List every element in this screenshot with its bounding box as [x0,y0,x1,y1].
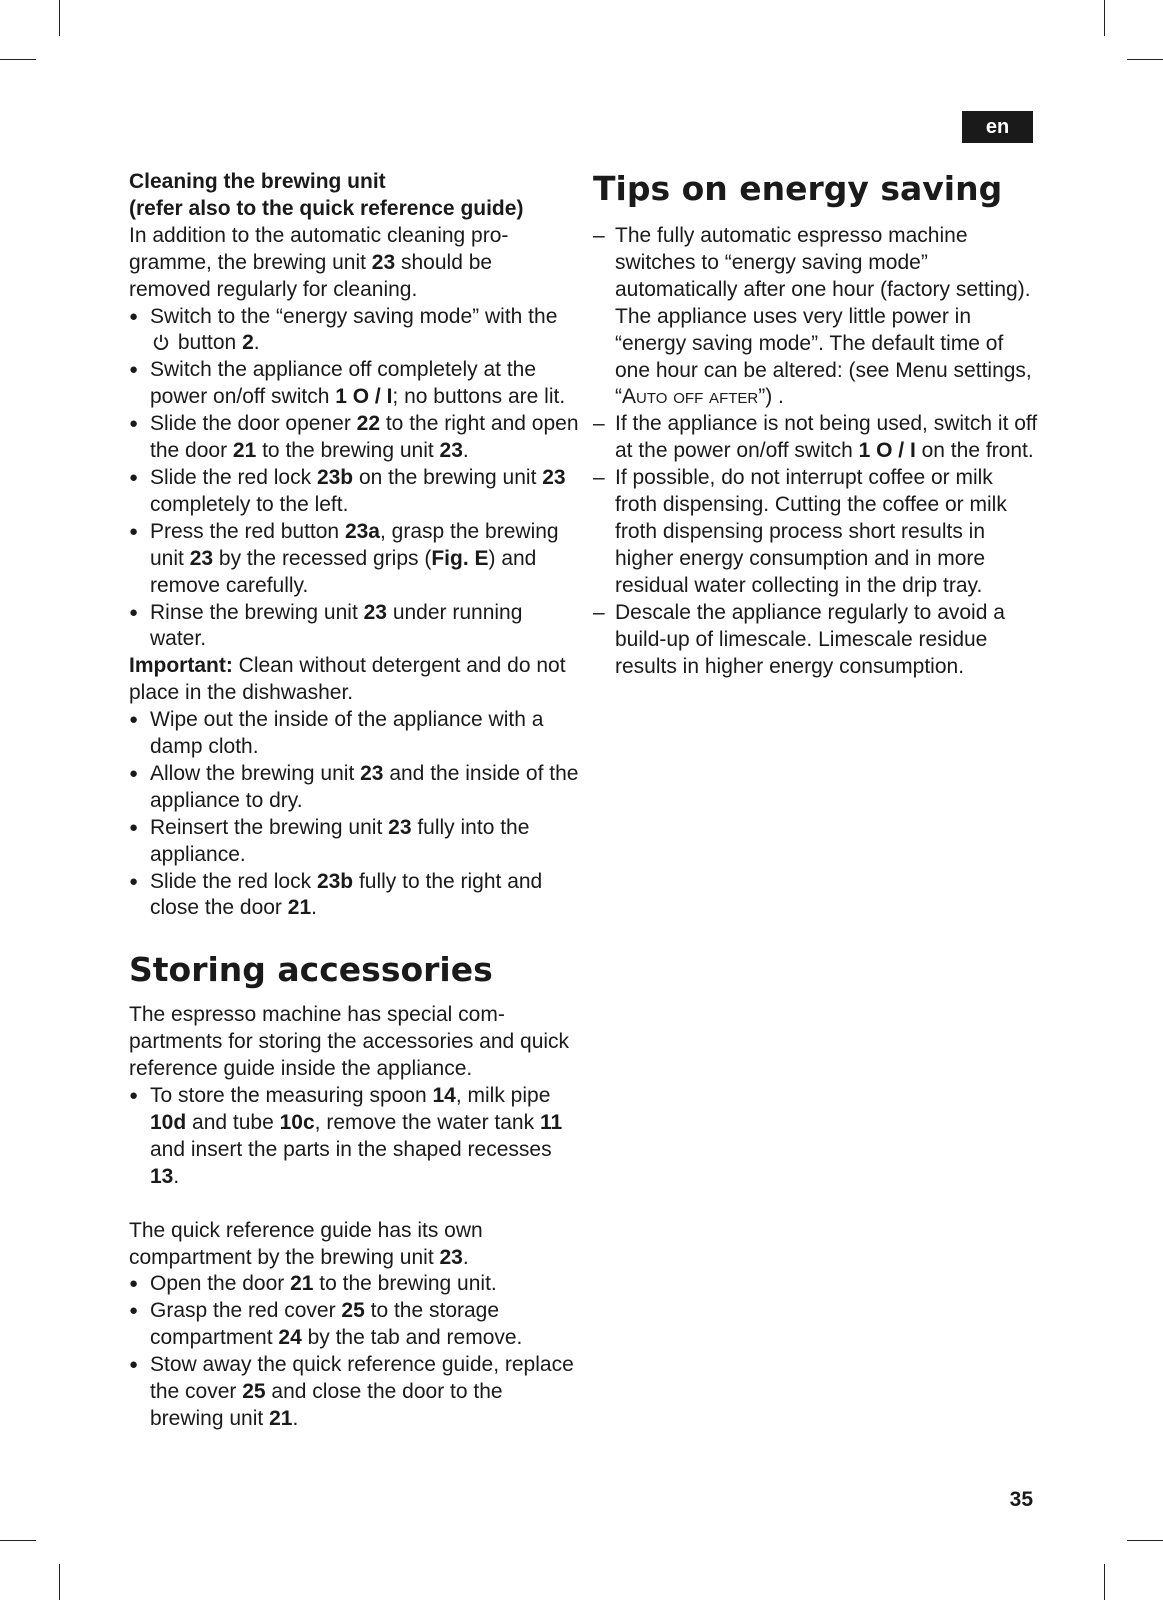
right-column [593,169,1038,680]
crop-mark [1127,1540,1163,1541]
cleaning-steps-after [129,707,579,922]
list-item: ● Open the door 21 to the brewing unit. [129,1271,579,1298]
tips-list [593,223,1038,680]
list-item: ● Slide the red lock 23b fully to the right and close the door 21. [129,869,579,923]
list-item: ● Rinse the brewing unit 23 under running water. [129,600,579,654]
list-item: ● Switch to the “energy saving mode” with the button 2. [129,304,579,358]
list-item: – If the appliance is not being used, switch it off at the power on/off switch 1 O / I on the front. [593,411,1038,465]
cleaning-subtitle: (refer also to the quick reference guide) [129,196,524,220]
crop-mark [59,1564,60,1600]
spacer [129,1191,579,1218]
list-item: ● Slide the red lock 23b on the brewing unit 23 completely to the left. [129,465,579,519]
list-item: ● Stow away the quick reference guide, replace the cover 25 and close the door to the brewing unit 21. [129,1352,579,1433]
crop-mark [1104,0,1105,36]
crop-mark [59,0,60,36]
list-item: – If possible, do not interrupt coffee or milk froth dispensing. Cutting the coffee or milk froth dispensing process short results in higher energy consumption and in more residual water collecting in the drip tray. [593,465,1038,600]
language-badge: en [962,111,1033,143]
cleaning-intro: In addition to the automatic cleaning pro-gramme, the brewing unit 23 should be removed regularly for cleaning. [129,223,509,301]
guide-compartment-text: The quick reference guide has its own compartment by the brewing unit 23. [129,1218,483,1269]
guide-steps [129,1271,579,1432]
storing-steps [129,1083,579,1191]
crop-mark [1104,1564,1105,1600]
crop-mark [1127,59,1163,60]
list-item: ● Grasp the red cover 25 to the storage compartment 24 by the tab and remove. [129,1298,579,1352]
power-icon [152,333,170,351]
list-item: ● Reinsert the brewing unit 23 fully into the appliance. [129,815,579,869]
important-note: Important: Clean without detergent and do not place in the dishwasher. [129,654,566,705]
list-item: – The fully automatic espresso machine switches to “energy saving mode” automatically after one hour (factory setting). The appliance uses very little power in “energy saving mode”. The default time of one hour can be altered: (see Menu settings, “Auto off after”) . [593,223,1038,411]
storing-title: Storing accessories [129,950,493,990]
list-item: – Descale the appliance regularly to avoid a build-up of limescale. Limescale residue results in higher energy consumption. [593,600,1038,681]
crop-mark [0,1540,36,1541]
cleaning-steps [129,304,579,654]
list-item: ● Allow the brewing unit 23 and the inside of the appliance to dry. [129,761,579,815]
list-item: ● To store the measuring spoon 14, milk pipe 10d and tube 10c, remove the water tank 11 and insert the parts in the shaped recesses 13. [129,1083,579,1191]
list-item: ● Slide the door opener 22 to the right and open the door 21 to the brewing unit 23. [129,411,579,465]
storing-intro: The espresso machine has special com-partments for storing the accessories and quick reference guide inside the appliance. [129,1003,570,1081]
left-column [129,169,579,1433]
list-item: ● Wipe out the inside of the appliance with a damp cloth. [129,707,579,761]
tips-title: Tips on energy saving [593,169,1003,208]
cleaning-title: Cleaning the brewing unit [129,170,386,193]
list-item: ● Press the red button 23a, grasp the brewing unit 23 by the recessed grips (Fig. E) and remove carefully. [129,519,579,600]
page-number: 35 [1009,1488,1033,1511]
list-item: ● Switch the appliance off completely at the power on/off switch 1 O / I; no buttons are lit. [129,357,579,411]
crop-mark [0,59,36,60]
